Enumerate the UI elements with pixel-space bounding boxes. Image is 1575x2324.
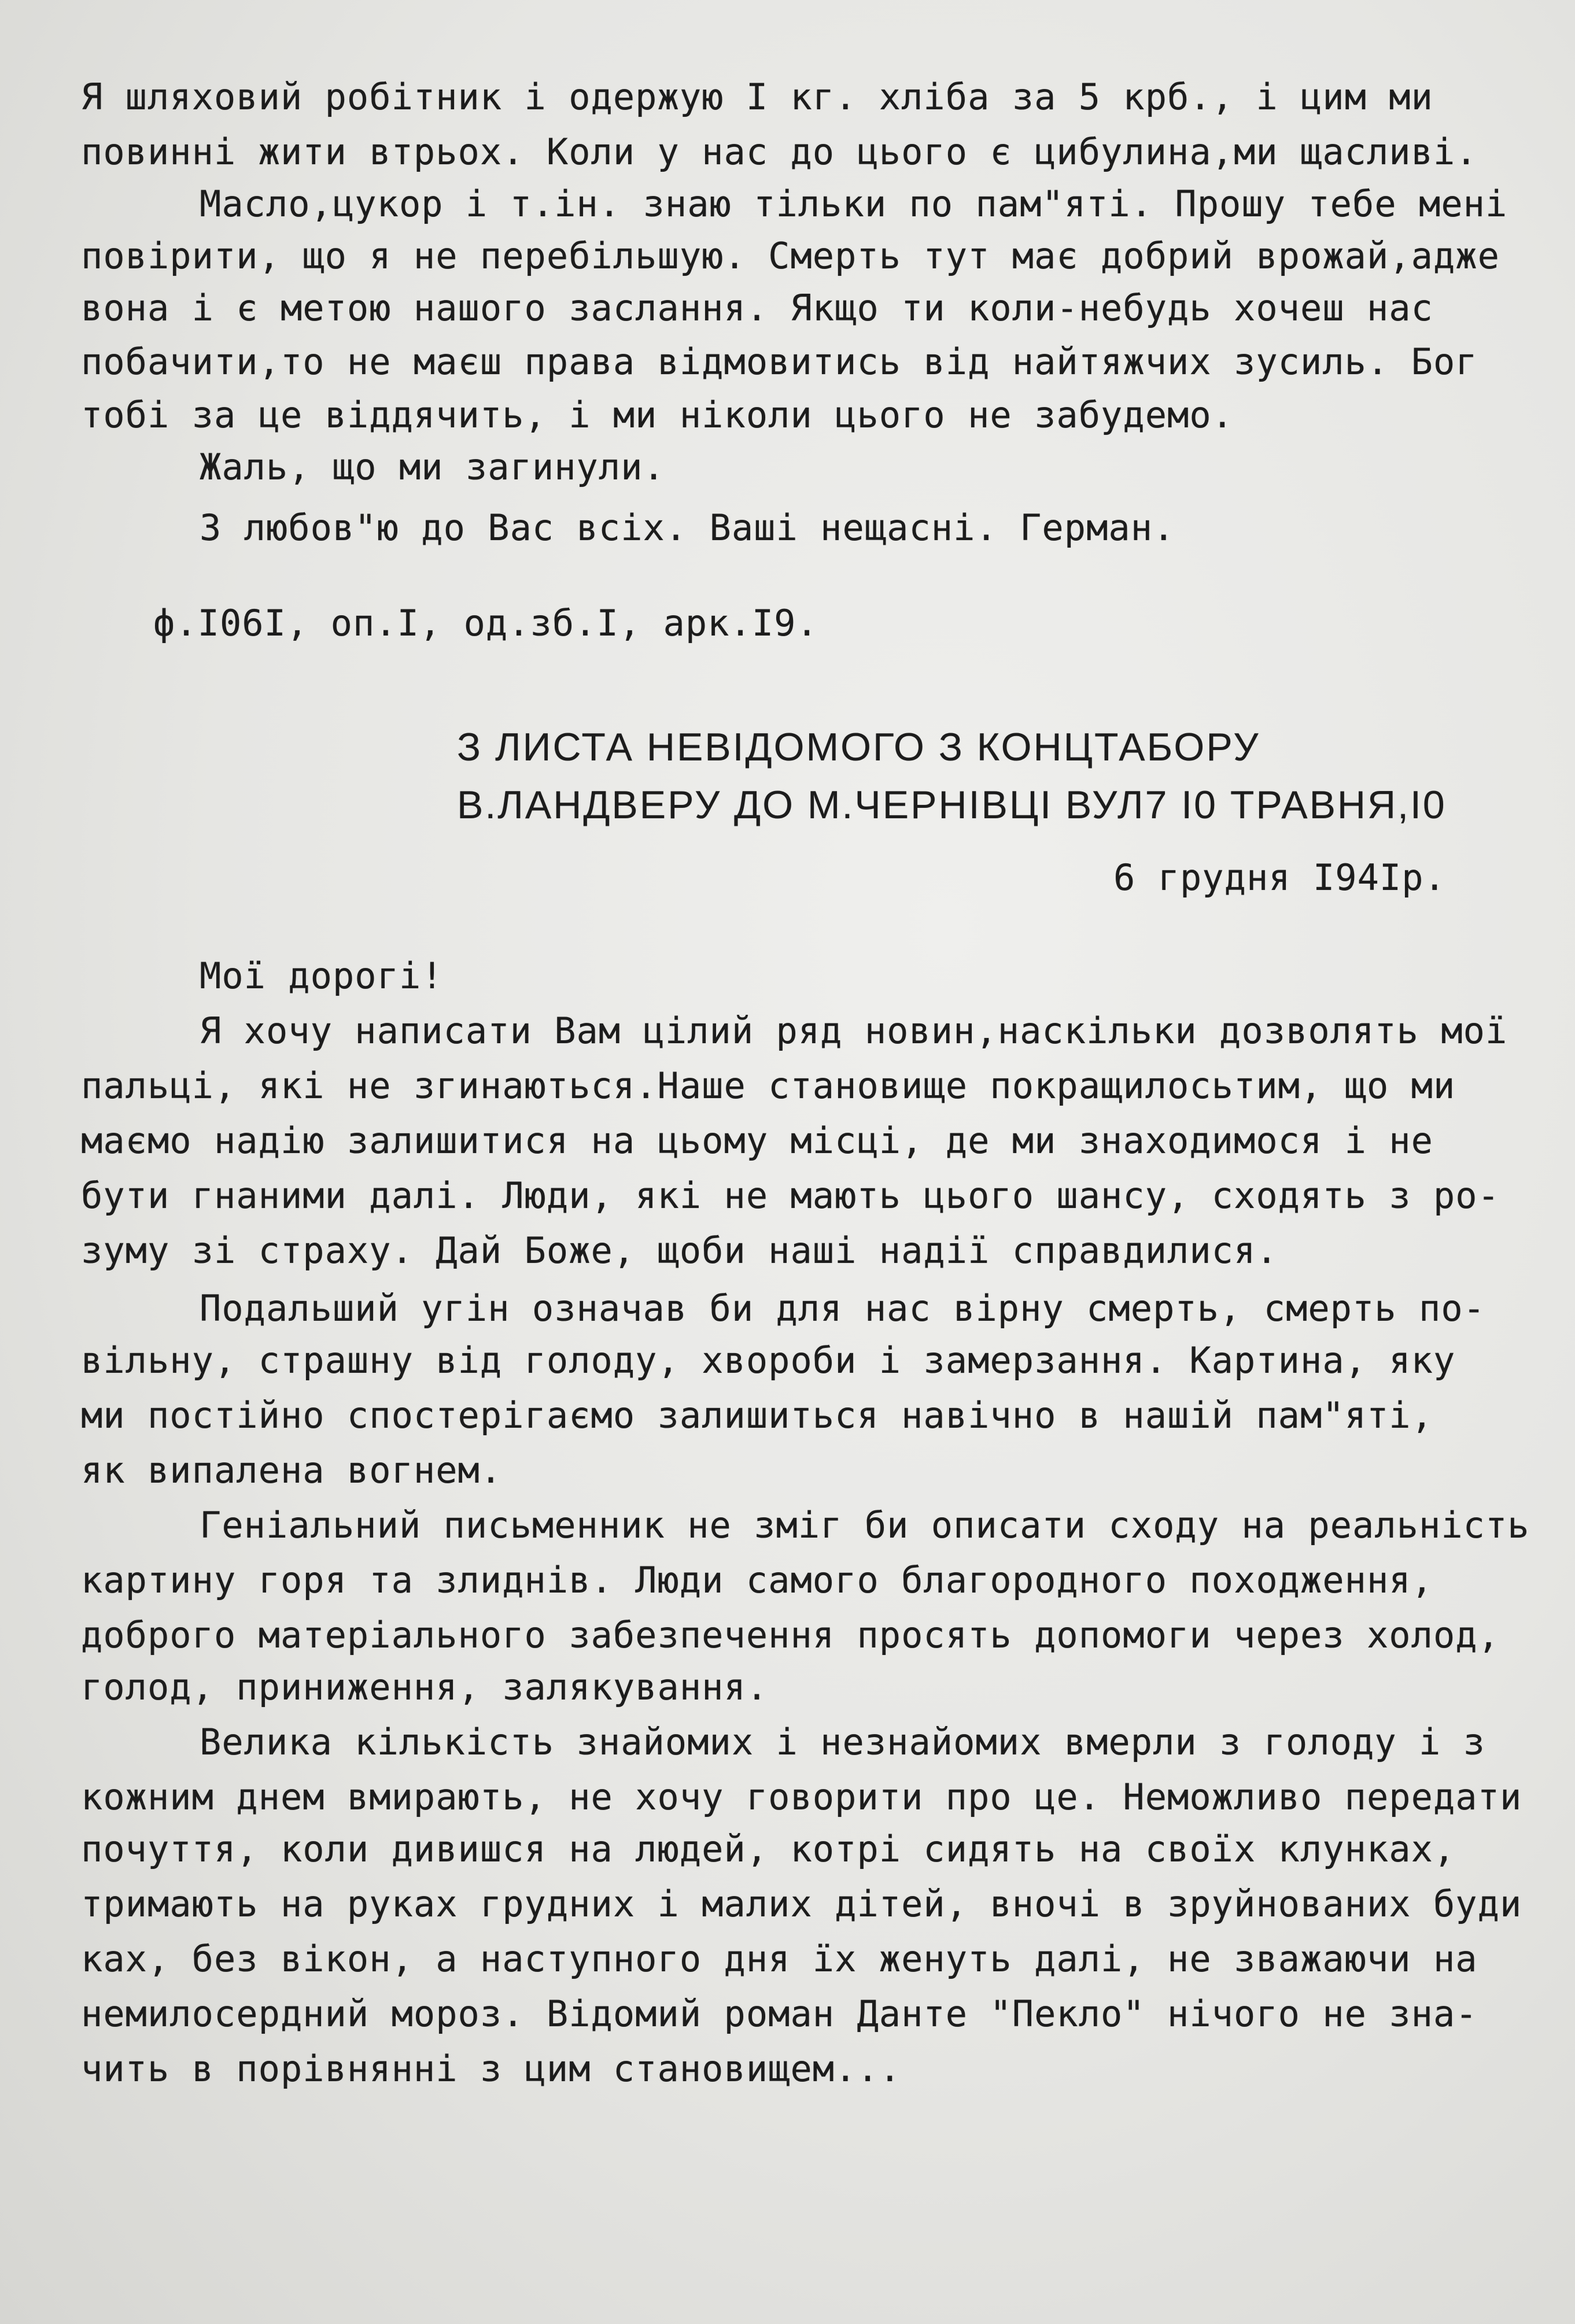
- text-line: зуму зі страху. Дай Боже, щоби наші надії справдилися.: [81, 1229, 1278, 1272]
- text-line: Я хочу написати Вам цілий ряд новин,наскільки дозволять мої: [200, 1010, 1508, 1052]
- text-line: маємо надію залишитися на цьому місці, де ми знаходимося і не: [81, 1119, 1433, 1162]
- text-line: побачити,то не маєш права відмовитись від найтяжчих зусиль. Бог: [81, 341, 1478, 383]
- text-line: Масло,цукор і т.ін. знаю тільки по пам"яті. Прошу тебе мені: [200, 183, 1508, 225]
- text-line: ми постійно спостерігаємо залишиться навічно в нашій пам"яті,: [81, 1394, 1433, 1436]
- text-line: ках, без вікон, а наступного дня їх женуть далі, не зважаючи на: [81, 1938, 1478, 1980]
- text-line: чить в порівнянні з цим становищем...: [81, 2048, 902, 2090]
- text-line: вільну, страшну від голоду, хвороби і замерзання. Картина, яку: [81, 1339, 1456, 1381]
- text-line: голод, приниження, залякування.: [81, 1666, 769, 1708]
- text-line: вона і є метою нашого заслання. Якщо ти коли-небудь хочеш нас: [81, 287, 1433, 329]
- text-line: Велика кількість знайомих і незнайомих вмерли з голоду і з: [200, 1721, 1485, 1763]
- text-line: Жаль, що ми загинули.: [200, 446, 665, 488]
- text-line: пальці, які не згинаються.Наше становище покращилосьтим, що ми: [81, 1065, 1456, 1107]
- text-line: тобі за це віддячить, і ми ніколи цього не забудемо.: [81, 394, 1234, 436]
- text-line: картину горя та злиднів. Люди самого благородного походження,: [81, 1559, 1433, 1601]
- archive-reference: ф.I06I, оп.I, од.зб.I, арк.I9.: [153, 602, 818, 644]
- text-line: Подальший угін означав би для нас вірну смерть, смерть по-: [200, 1287, 1485, 1329]
- text-line: немилосердний мороз. Відомий роман Данте "Пекло" нічого не зна-: [81, 1993, 1478, 2035]
- text-line: бути гнаними далі. Люди, які не мають цього шансу, сходять з ро-: [81, 1174, 1500, 1217]
- heading-line-1: З ЛИСТА НЕВІДОМОГО З КОНЦТАБОРУ: [457, 725, 1260, 769]
- text-line: Я шляховий робітник і одержую I кг. хліба за 5 крб., і цим ми: [81, 76, 1433, 118]
- text-line: почуття, коли дивишся на людей, котрі сидять на своїх клунках,: [81, 1828, 1456, 1870]
- heading-line-2: В.ЛАНДВЕРУ ДО М.ЧЕРНІВЦІ ВУЛ7 I0 ТРАВНЯ,I0: [457, 783, 1447, 827]
- text-line: як випалена вогнем.: [81, 1449, 503, 1491]
- salutation: Мої дорогі!: [200, 955, 444, 997]
- text-line: кожним днем вмирають, не хочу говорити про це. Неможливо передати: [81, 1776, 1522, 1818]
- text-line: повірити, що я не перебільшую. Смерть тут має добрий врожай,адже: [81, 235, 1500, 277]
- text-line: Геніальний письменник не зміг би описати сходу на реальність: [200, 1504, 1530, 1546]
- text-line: доброго матеріального забезпечення просять допомоги через холод,: [81, 1614, 1500, 1656]
- signature-line: З любов"ю до Вас всіх. Ваші нещасні. Герман.: [200, 507, 1175, 549]
- text-line: тримають на руках грудних і малих дітей, вночі в зруйнованих буди: [81, 1883, 1522, 1925]
- text-line: повинні жити втрьох. Коли у нас до цього є цибулина,ми щасливі.: [81, 131, 1478, 173]
- letter-date: 6 грудня I94Iр.: [1113, 856, 1446, 899]
